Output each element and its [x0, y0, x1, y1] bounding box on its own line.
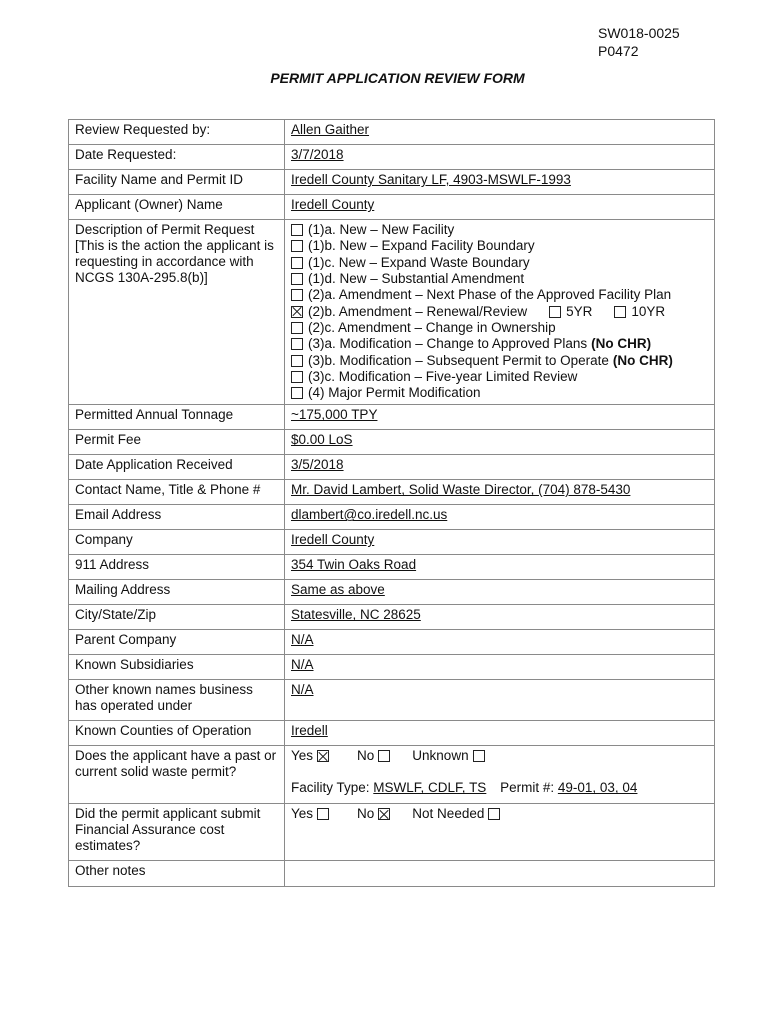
city-label: City/State/Zip: [69, 605, 285, 630]
doc-id-line-1: SW018-0025: [598, 25, 680, 41]
table-row: [69, 195, 715, 220]
subsidiaries-value: N/A: [291, 657, 314, 673]
contact-value: Mr. David Lambert, Solid Waste Director, (704) 878-5430: [291, 482, 631, 498]
table-row: [69, 861, 715, 887]
table-row: [69, 505, 715, 530]
checkbox-1b[interactable]: [291, 240, 303, 252]
option-4-label: (4) Major Permit Modification: [308, 385, 481, 401]
mailing-value: Same as above: [291, 582, 385, 598]
applicant-value: Iredell County: [291, 197, 375, 212]
table-row: [69, 220, 715, 405]
option-1d: [291, 271, 708, 287]
checkbox-3a[interactable]: [291, 338, 303, 350]
table-row: [69, 680, 715, 721]
table-row: [69, 655, 715, 680]
fa-no-checkbox-checked[interactable]: [378, 808, 390, 820]
checkbox-3c[interactable]: [291, 371, 303, 383]
permit-number-label: Permit #:: [500, 780, 555, 796]
option-2a: [291, 287, 708, 303]
sw-no-checkbox[interactable]: [378, 750, 390, 762]
city-value: Statesville, NC 28625: [291, 607, 421, 623]
facility-name-value: Iredell County Sanitary LF, 4903-MSWLF-1993: [291, 172, 571, 187]
company-label: Company: [69, 530, 285, 555]
date-received-label: Date Application Received: [69, 455, 285, 480]
table-row: [69, 804, 715, 861]
option-1d-label: (1)d. New – Substantial Amendment: [308, 271, 525, 287]
facility-type-line: [291, 780, 708, 800]
email-value: dlambert@co.iredell.nc.us: [291, 507, 448, 523]
financial-choices: [291, 806, 708, 822]
other-names-label: Other known names business has operated under: [69, 680, 285, 721]
table-row: [69, 405, 715, 430]
applicant-label: Applicant (Owner) Name: [69, 195, 285, 220]
parent-label: Parent Company: [69, 630, 285, 655]
option-4: [291, 385, 708, 401]
sw-yes-label: Yes: [291, 748, 314, 764]
option-1c: [291, 255, 708, 271]
form-title: PERMIT APPLICATION REVIEW FORM: [270, 70, 525, 86]
review-requested-value: Allen Gaither: [291, 122, 370, 137]
table-row: [69, 580, 715, 605]
address-911-value: 354 Twin Oaks Road: [291, 557, 417, 573]
table-row: [69, 630, 715, 655]
fa-yes-label: Yes: [291, 806, 314, 822]
option-3c: [291, 369, 708, 385]
table-row: [69, 170, 715, 195]
sw-yes-checkbox-checked[interactable]: [317, 750, 329, 762]
table-row: [69, 530, 715, 555]
date-requested-value: 3/7/2018: [291, 147, 344, 162]
document-id: [598, 24, 680, 60]
table-row: [69, 145, 715, 170]
fee-value: $0.00 LoS: [291, 432, 353, 448]
fee-label: Permit Fee: [69, 430, 285, 455]
option-2b-label: (2)b. Amendment – Renewal/Review: [308, 303, 528, 319]
option-2a-label: (2)a. Amendment – Next Phase of the Approved Facility Plan: [308, 287, 672, 303]
parent-value: N/A: [291, 632, 314, 648]
notes-label: Other notes: [69, 861, 285, 887]
counties-label: Known Counties of Operation: [69, 721, 285, 746]
checkbox-1d[interactable]: [291, 273, 303, 285]
permit-review-table: [68, 119, 715, 887]
email-label: Email Address: [69, 505, 285, 530]
checkbox-5yr[interactable]: [549, 306, 561, 318]
option-3a-label: (3)a. Modification – Change to Approved Plans: [308, 336, 588, 352]
fa-not-needed-label: Not Needed: [412, 806, 485, 822]
fa-yes-checkbox[interactable]: [317, 808, 329, 820]
checkbox-1c[interactable]: [291, 257, 303, 269]
facility-type-label: Facility Type:: [291, 780, 370, 796]
option-2c-label: (2)c. Amendment – Change in Ownership: [308, 319, 556, 335]
checkbox-3b[interactable]: [291, 355, 303, 367]
other-names-value: N/A: [291, 682, 314, 698]
financial-label: Did the permit applicant submit Financial Assurance cost estimates?: [69, 804, 285, 861]
option-1b-label: (1)b. New – Expand Facility Boundary: [308, 238, 535, 254]
checkbox-4[interactable]: [291, 387, 303, 399]
tonnage-label: Permitted Annual Tonnage: [69, 405, 285, 430]
term-5yr-label: 5YR: [566, 303, 593, 319]
tonnage-value: ~175,000 TPY: [291, 407, 378, 423]
permit-request-options: [285, 220, 715, 405]
sw-no-label: No: [357, 748, 375, 764]
table-row: [69, 746, 715, 804]
option-3a: [291, 336, 708, 352]
sw-unknown-checkbox[interactable]: [473, 750, 485, 762]
option-3b: [291, 352, 708, 368]
option-3b-note: (No CHR): [612, 352, 673, 368]
table-row: [69, 721, 715, 746]
doc-id-line-2: P0472: [598, 43, 639, 59]
table-row: [69, 120, 715, 145]
company-value: Iredell County: [291, 532, 375, 548]
option-1a: [291, 222, 708, 238]
permit-number-value: 49-01, 03, 04: [557, 780, 638, 796]
subsidiaries-label: Known Subsidiaries: [69, 655, 285, 680]
checkbox-2b-checked[interactable]: [291, 306, 303, 318]
option-3b-label: (3)b. Modification – Subsequent Permit to Operate: [308, 352, 609, 368]
term-10yr-label: 10YR: [631, 303, 666, 319]
counties-value: Iredell: [291, 723, 328, 739]
address-911-label: 911 Address: [69, 555, 285, 580]
date-requested-label: Date Requested:: [69, 145, 285, 170]
checkbox-2a[interactable]: [291, 289, 303, 301]
sw-permit-label: Does the applicant have a past or current solid waste permit?: [69, 746, 285, 804]
description-label: Description of Permit Request [This is the action the applicant is requesting in accordance with NCGS 130A-295.8(b)]: [69, 220, 285, 405]
date-received-value: 3/5/2018: [291, 457, 344, 473]
option-1c-label: (1)c. New – Expand Waste Boundary: [308, 254, 530, 270]
sw-unknown-label: Unknown: [412, 748, 469, 764]
option-1b: [291, 238, 708, 254]
option-2b: [291, 303, 708, 319]
contact-label: Contact Name, Title & Phone #: [69, 480, 285, 505]
review-requested-label: Review Requested by:: [69, 120, 285, 145]
table-row: [69, 555, 715, 580]
option-2c: [291, 320, 708, 336]
fa-not-needed-checkbox[interactable]: [488, 808, 500, 820]
option-3a-note: (No CHR): [591, 336, 652, 352]
fa-no-label: No: [357, 806, 375, 822]
checkbox-10yr[interactable]: [614, 306, 626, 318]
option-3c-label: (3)c. Modification – Five-year Limited Review: [308, 368, 578, 384]
notes-value[interactable]: [285, 861, 715, 887]
checkbox-1a[interactable]: [291, 224, 303, 236]
facility-name-label: Facility Name and Permit ID: [69, 170, 285, 195]
mailing-label: Mailing Address: [69, 580, 285, 605]
checkbox-2c[interactable]: [291, 322, 303, 334]
table-row: [69, 480, 715, 505]
table-row: [69, 605, 715, 630]
sw-permit-choices: [291, 748, 708, 764]
table-row: [69, 455, 715, 480]
facility-type-value: MSWLF, CDLF, TS: [373, 780, 487, 796]
table-row: [69, 430, 715, 455]
option-1a-label: (1)a. New – New Facility: [308, 222, 455, 238]
